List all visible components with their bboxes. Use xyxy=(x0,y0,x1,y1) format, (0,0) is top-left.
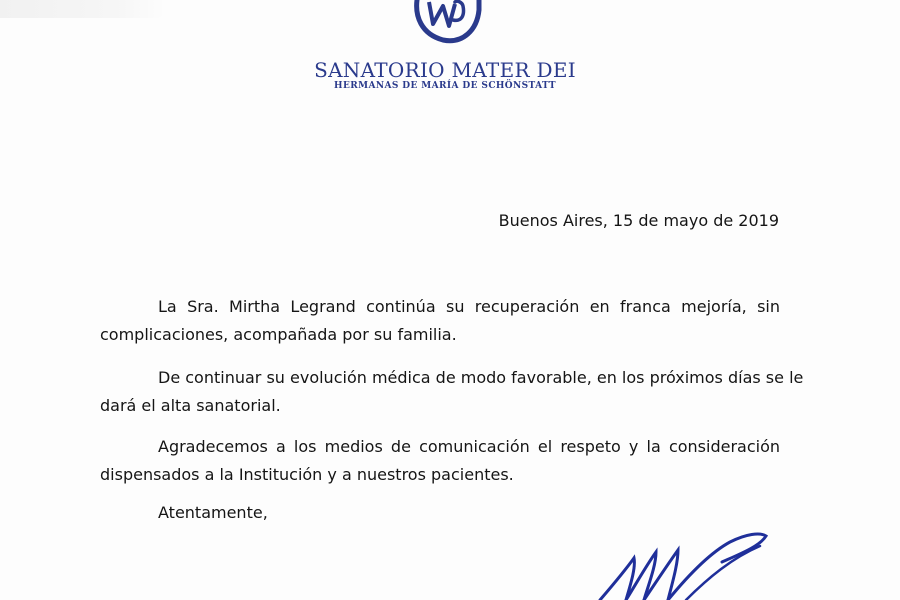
paragraph-line: dispensados a la Institución y a nuestros pacientes. xyxy=(100,465,514,484)
organization-subtitle: HERMANAS DE MARÍA DE SCHÖNSTATT xyxy=(334,81,556,91)
paragraph-line: complicaciones, acompañada por su familia. xyxy=(100,325,457,344)
paragraph-recovery xyxy=(100,293,780,349)
paragraph-thanks xyxy=(100,433,780,489)
handwritten-signature-icon xyxy=(590,528,780,600)
scan-artifact xyxy=(0,0,165,18)
organization-name: SANATORIO MATER DEI xyxy=(314,58,576,82)
paragraph-line: Agradecemos a los medios de comunicación el respeto y la consideración xyxy=(158,437,780,456)
paragraph-line: La Sra. Mirtha Legrand continúa su recuperación en franca mejoría, sin xyxy=(158,297,780,316)
mater-dei-monogram-icon xyxy=(405,0,485,48)
closing-salutation: Atentamente, xyxy=(158,503,268,522)
paragraph-discharge xyxy=(100,364,804,420)
letter-date: Buenos Aires, 15 de mayo de 2019 xyxy=(498,211,779,230)
paragraph-line: dará el alta sanatorial. xyxy=(100,396,281,415)
paragraph-line: De continuar su evolución médica de modo favorable, en los próximos días se le xyxy=(158,368,804,387)
